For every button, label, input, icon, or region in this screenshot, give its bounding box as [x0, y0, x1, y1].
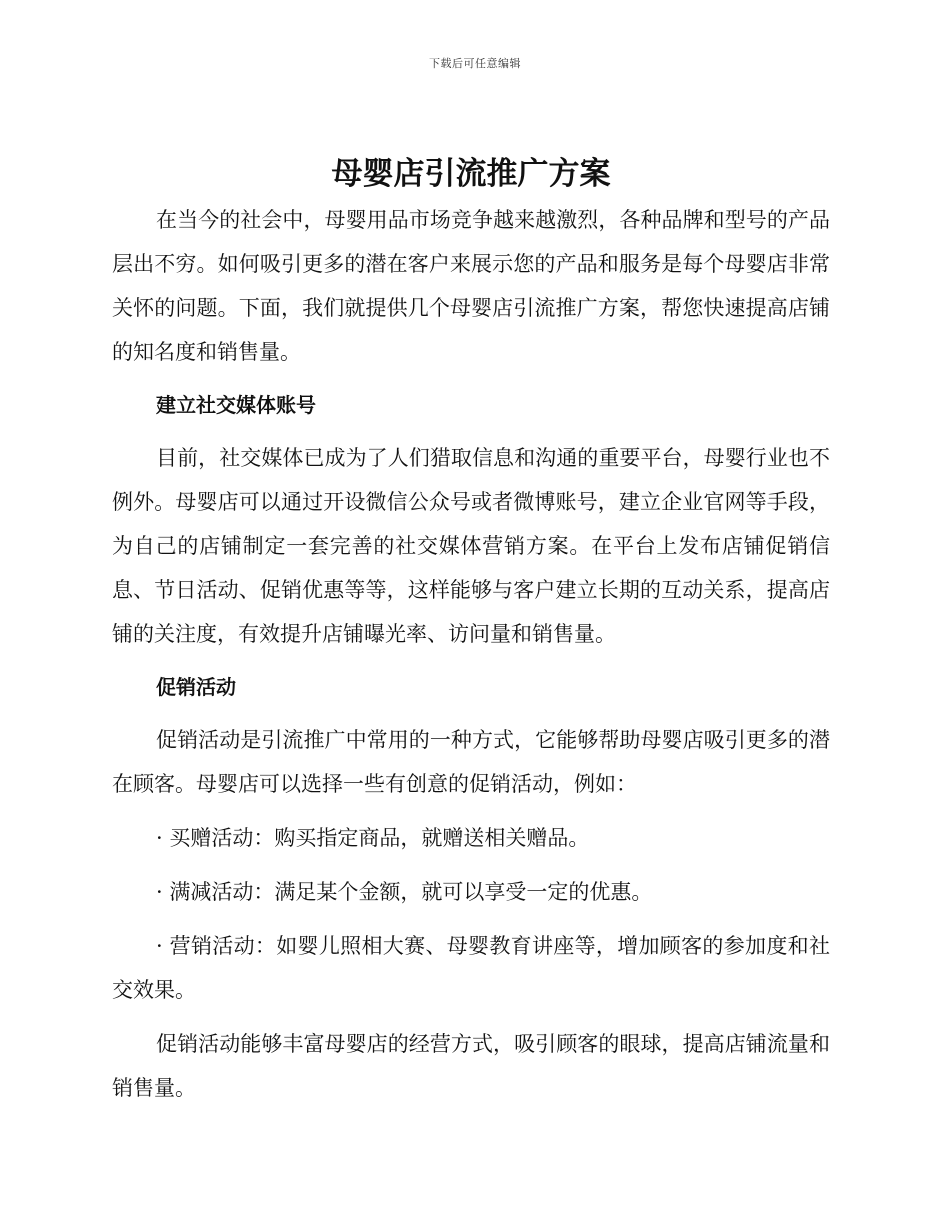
section-heading-promotions: 促销活动 [156, 675, 236, 699]
document-content [112, 152, 830, 1110]
bullet-item-discount: · 满减活动：满足某个金额，就可以享受一定的优惠。 [156, 880, 653, 904]
social-media-paragraph: 目前，社交媒体已成为了人们猎取信息和沟通的重要平台，母婴行业也不例外。母婴店可以通过开设微信公众号或者微博账号，建立企业官网等手段，为自己的店铺制定一套完善的社交媒体营销方案。在平台上发布店铺促销信息、节日活动、促销优惠等等，这样能够与客户建立长期的互动关系，提高店铺的关注度，有效提升店铺曝光率、访问量和销售量。 [112, 446, 830, 646]
promotions-paragraph: 促销活动是引流推广中常用的一种方式，它能够帮助母婴店吸引更多的潜在顾客。母婴店可以选择一些有创意的促销活动，例如： [112, 728, 830, 796]
section-heading-social-media: 建立社交媒体账号 [156, 393, 316, 417]
bullet-item-marketing: · 营销活动：如婴儿照相大赛、母婴教育讲座等，增加顾客的参加度和社交效果。 [112, 934, 830, 1002]
bullet-item-gift: · 买赠活动：购买指定商品，就赠送相关赠品。 [156, 826, 590, 850]
promotions-closing-paragraph: 促销活动能够丰富母婴店的经营方式，吸引顾客的眼球，提高店铺流量和销售量。 [112, 1032, 830, 1100]
header-note: 下载后可任意编辑 [429, 57, 521, 70]
intro-paragraph: 在当今的社会中，母婴用品市场竞争越来越激烈，各种品牌和型号的产品层出不穷。如何吸引更多的潜在客户来展示您的产品和服务是每个母婴店非常关怀的问题。下面，我们就提供几个母婴店引流推广方案，帮您快速提高店铺的知名度和销售量。 [112, 208, 830, 364]
document-title: 母婴店引流推广方案 [331, 156, 611, 192]
